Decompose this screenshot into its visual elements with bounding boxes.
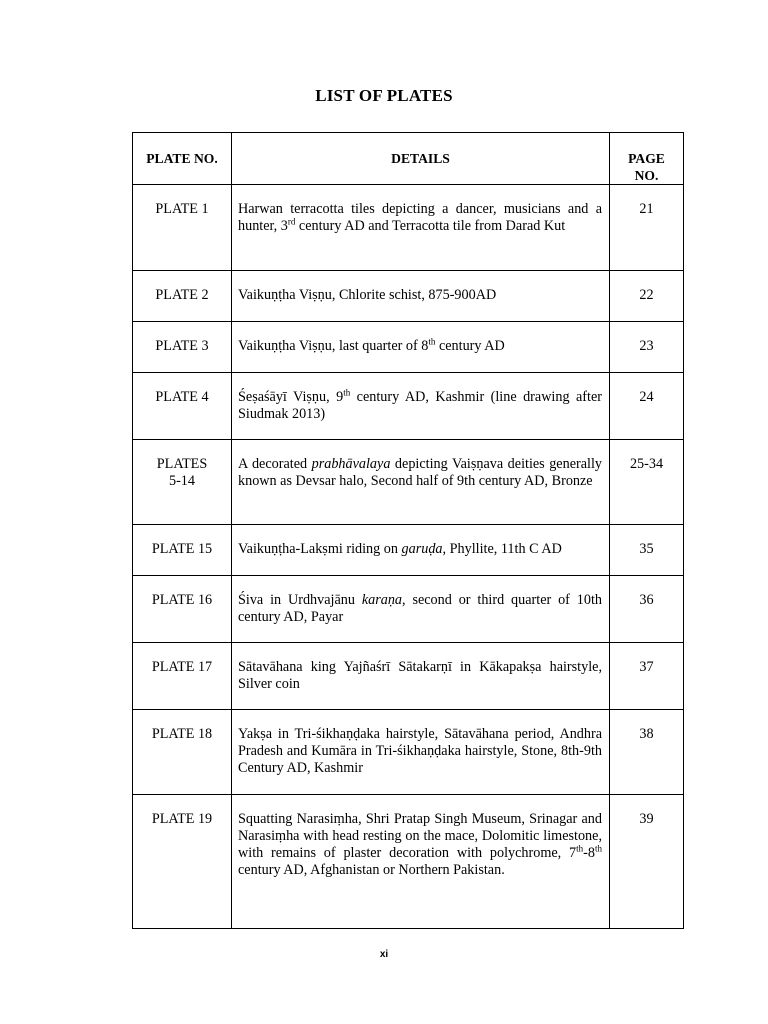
plate-no-cell — [133, 440, 232, 525]
plate-no-line2: 5-14 — [168, 473, 195, 489]
page-cell: 36 — [610, 576, 684, 643]
details-cell — [232, 322, 610, 373]
page-cell: 24 — [610, 373, 684, 440]
header-page-line1: PAGE — [628, 151, 665, 166]
details-cell — [232, 710, 610, 795]
details-text: Yakṣa in Tri-śikhaṇḍaka hairstyle, Sātavāhana period, Andhra Pradesh and Kumāra in Tri-śikhaṇḍaka hairstyle, Stone, 8th-9th Century AD, Kashmir — [238, 726, 602, 776]
plate-no-cell: PLATE 4 — [133, 373, 232, 440]
header-page-line2: NO. — [634, 168, 659, 183]
plate-no-cell: PLATE 2 — [133, 271, 232, 322]
table-row — [133, 322, 684, 373]
header-page-no — [610, 133, 684, 185]
table-row — [133, 373, 684, 440]
details-text: A decorated — [238, 456, 312, 472]
italic-term: garuḍa — [401, 541, 443, 557]
superscript: th — [343, 387, 351, 398]
details-text: century AD — [435, 338, 505, 354]
table-row — [133, 710, 684, 795]
details-text: , second or third quarter of 10th century AD, Payar — [238, 592, 602, 625]
details-cell — [232, 373, 610, 440]
details-text: Harwan terracotta tiles depicting a dancer, musicians and a hunter, 3 — [238, 201, 602, 234]
details-text: depicting Vaiṣṇava deities generally known as Devsar halo, Second half of 9th century AD, Bronze — [238, 456, 602, 489]
page-cell: 39 — [610, 795, 684, 929]
plate-no-cell: PLATE 17 — [133, 643, 232, 710]
page-cell: 37 — [610, 643, 684, 710]
page-cell: 23 — [610, 322, 684, 373]
table-row — [133, 643, 684, 710]
details-text: -8 — [583, 845, 595, 861]
details-text: Vaikuṇṭha Viṣṇu, Chlorite schist, 875-900AD — [238, 287, 497, 303]
plate-no-cell: PLATE 15 — [133, 525, 232, 576]
details-cell — [232, 643, 610, 710]
header-plate-no: PLATE NO. — [133, 133, 232, 185]
table-row — [133, 271, 684, 322]
details-text: Śeṣaśāyī Viṣṇu, 9 — [238, 389, 344, 405]
page-cell: 21 — [610, 185, 684, 271]
table-header-row — [133, 133, 684, 185]
plate-no-cell: PLATE 16 — [133, 576, 232, 643]
table-row — [133, 576, 684, 643]
plate-no-cell: PLATE 3 — [133, 322, 232, 373]
page-cell: 22 — [610, 271, 684, 322]
italic-term: prabhāvalaya — [311, 456, 391, 472]
table-row — [133, 440, 684, 525]
table-row — [133, 795, 684, 929]
details-cell — [232, 185, 610, 271]
details-text: century AD, Afghanistan or Northern Pakistan. — [238, 862, 505, 878]
plate-no-line1: PLATES — [156, 456, 208, 472]
details-text: Squatting Narasiṃha, Shri Pratap Singh Museum, Srinagar and Narasiṃha with head resting on the mace, Dolomitic limestone, with remains of plaster decoration with polychrome, 7 — [238, 811, 602, 861]
header-details: DETAILS — [232, 133, 610, 185]
table-row — [133, 185, 684, 271]
details-text: century AD, Kashmir (line drawing after Siudmak 2013) — [238, 389, 602, 422]
plate-no-cell: PLATE 18 — [133, 710, 232, 795]
superscript: th — [594, 843, 602, 854]
italic-term: karaṇa — [361, 592, 403, 608]
plates-table — [132, 132, 684, 929]
superscript: th — [428, 336, 436, 347]
details-cell — [232, 576, 610, 643]
page-cell: 38 — [610, 710, 684, 795]
details-text: Vaikuṇṭha Viṣṇu, last quarter of 8 — [238, 338, 429, 354]
details-cell — [232, 525, 610, 576]
page-number: xi — [379, 949, 389, 960]
details-cell — [232, 440, 610, 525]
details-text: Sātavāhana king Yajñaśrī Sātakarṇī in Kākapakṣa hairstyle, Silver coin — [238, 659, 602, 692]
page-cell: 35 — [610, 525, 684, 576]
details-text: Śiva in Urdhvajānu — [238, 592, 362, 608]
plate-no-cell: PLATE 1 — [133, 185, 232, 271]
plate-no-cell: PLATE 19 — [133, 795, 232, 929]
superscript: rd — [287, 216, 296, 227]
details-cell — [232, 795, 610, 929]
table-row — [133, 525, 684, 576]
details-text: , Phyllite, 11th C AD — [442, 541, 562, 557]
page-title: LIST OF PLATES — [315, 86, 453, 105]
superscript: th — [576, 843, 584, 854]
details-cell — [232, 271, 610, 322]
details-text: century AD and Terracotta tile from Darad Kut — [295, 218, 566, 234]
details-text: Vaikuṇṭha-Lakṣmi riding on — [238, 541, 402, 557]
page-cell: 25-34 — [610, 440, 684, 525]
